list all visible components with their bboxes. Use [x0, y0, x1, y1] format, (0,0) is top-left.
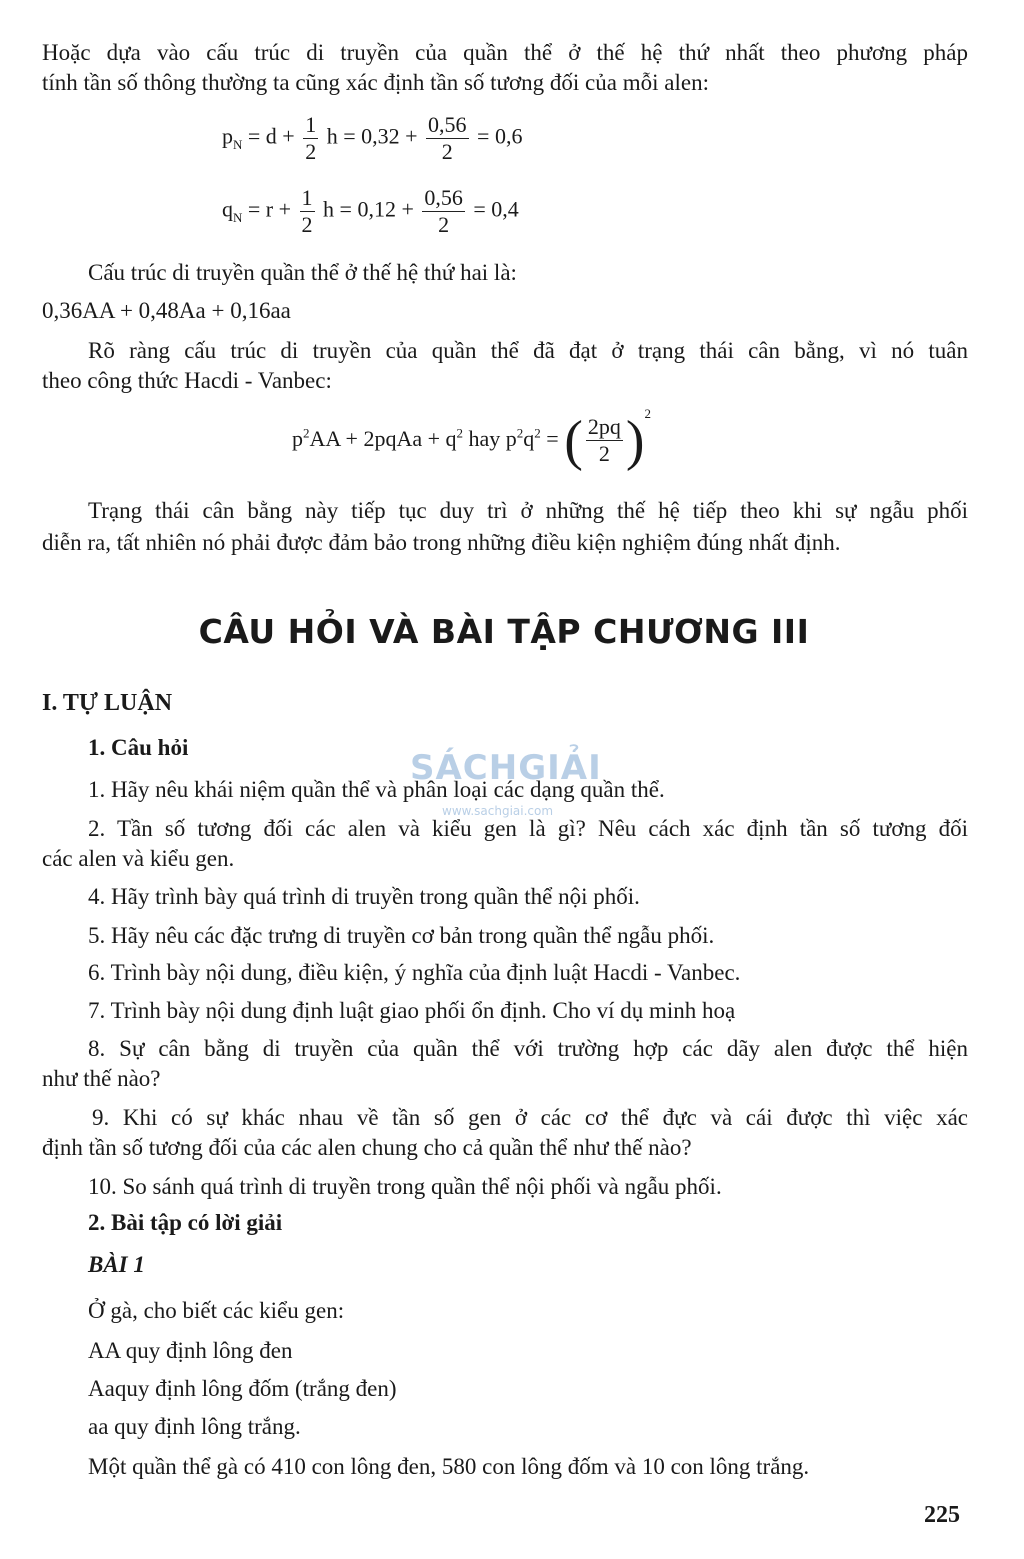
question-9-line-2: định tần số tương đối của các alen chung cho cả quần thể như thế nào? — [42, 1135, 692, 1160]
question-10: 10. So sánh quá trình di truyền trong quần thể nội phối và ngẫu phối. — [88, 1174, 722, 1199]
question-8-line-1: 8. Sự cân bằng di truyền của quần thể với trường hợp các dãy alen được thể hiện — [88, 1036, 968, 1061]
fraction-056-2: $\frac{0,56}{2}$ — [424, 185, 463, 237]
question-2-line-1: 2. Tần số tương đối các alen và kiểu gen là gì? Nêu cách xác định tần số tương đối — [88, 816, 968, 841]
exercise-line-2: AA quy định lông đen — [88, 1338, 293, 1363]
subsection-questions: 1. Câu hỏi — [88, 735, 189, 760]
equation-qn: $q_N = r$ + $\frac{1}{2}$ h = 0,12 + $\frac{0,56}{2}$ = 0,4 — [222, 185, 519, 237]
question-6: 6. Trình bày nội dung, điều kiện, ý nghĩa của định luật Hacdi - Vanbec. — [88, 960, 741, 985]
question-5: 5. Hãy nêu các đặc trưng di truyền cơ bản trong quần thể ngẫu phối. — [88, 923, 715, 948]
second-gen-formula: 0,36AA + 0,48Aa + 0,16aa — [42, 298, 291, 323]
hw-line-1: Rõ ràng cấu trúc di truyền của quần thể đã đạt ở trạng thái cân bằng, vì nó tuân — [88, 338, 968, 363]
exercise-line-3: Aaquy định lông đốm (trắng đen) — [88, 1376, 397, 1401]
exercise-line-1: Ở gà, cho biết các kiểu gen: — [88, 1298, 345, 1323]
intro-line-2: tính tần số thông thường ta cũng xác định tần số tương đối của mỗi alen: — [42, 70, 709, 95]
hardy-weinberg-equation: $p^2AA$ + 2pqAa + $q^2$ hay $p^2q^2$ = ( $\frac{2pq}{2}$ )$^2$ — [292, 406, 652, 472]
equation-pn: $p_N = d$ + $\frac{1}{2}$ h = 0,32 + $\frac{0,56}{2}$ = 0,6 — [222, 112, 523, 164]
exercise-title: BÀI 1 — [88, 1252, 145, 1277]
balance-line-1: Trạng thái cân bằng này tiếp tục duy trì ở những thế hệ tiếp theo khi sự ngẫu phối — [88, 498, 968, 523]
question-2-line-2: các alen và kiểu gen. — [42, 846, 235, 871]
page-number: 225 — [924, 1502, 960, 1528]
exercise-line-4: aa quy định lông trắng. — [88, 1414, 301, 1439]
question-1: 1. Hãy nêu khái niệm quần thể và phân loại các dạng quần thể. — [88, 777, 665, 802]
fraction-2pq-2: $\frac{2pq}{2}$ — [587, 414, 621, 467]
left-paren: ( — [564, 409, 583, 472]
question-9-line-1: 9. Khi có sự khác nhau về tần số gen ở các cơ thể đực và cái được thì việc xác — [92, 1105, 968, 1130]
question-8-line-2: như thế nào? — [42, 1066, 161, 1091]
question-7: 7. Trình bày nội dung định luật giao phối ổn định. Cho ví dụ minh hoạ — [88, 998, 736, 1023]
subsection-exercises: 2. Bài tập có lời giải — [88, 1210, 283, 1235]
balance-line-2: diễn ra, tất nhiên nó phải được đảm bảo trong những điều kiện nghiệm đúng nhất định. — [42, 530, 841, 555]
fraction-half: $\frac{1}{2}$ — [301, 185, 313, 237]
hw-line-2: theo công thức Hacdi - Vanbec: — [42, 368, 332, 393]
fraction-056-2: $\frac{0,56}{2}$ — [428, 112, 467, 164]
right-paren: ) — [625, 409, 645, 472]
second-gen-label: Cấu trúc di truyền quần thể ở thế hệ thứ hai là: — [88, 260, 517, 285]
fraction-half: $\frac{1}{2}$ — [305, 112, 317, 164]
watermark-logo: SÁCHGIẢI www.sachgiai.com — [410, 748, 602, 818]
section-heading: I. TỰ LUẬN — [42, 690, 173, 716]
chapter-title: CÂU HỎI VÀ BÀI TẬP CHƯƠNG III — [198, 612, 810, 651]
intro-line-1: Hoặc dựa vào cấu trúc di truyền của quần thể ở thế hệ thứ nhất theo phương pháp — [42, 40, 968, 65]
question-4: 4. Hãy trình bày quá trình di truyền trong quần thể nội phối. — [88, 884, 640, 909]
exercise-line-5: Một quần thể gà có 410 con lông đen, 580 con lông đốm và 10 con lông trắng. — [88, 1454, 810, 1479]
